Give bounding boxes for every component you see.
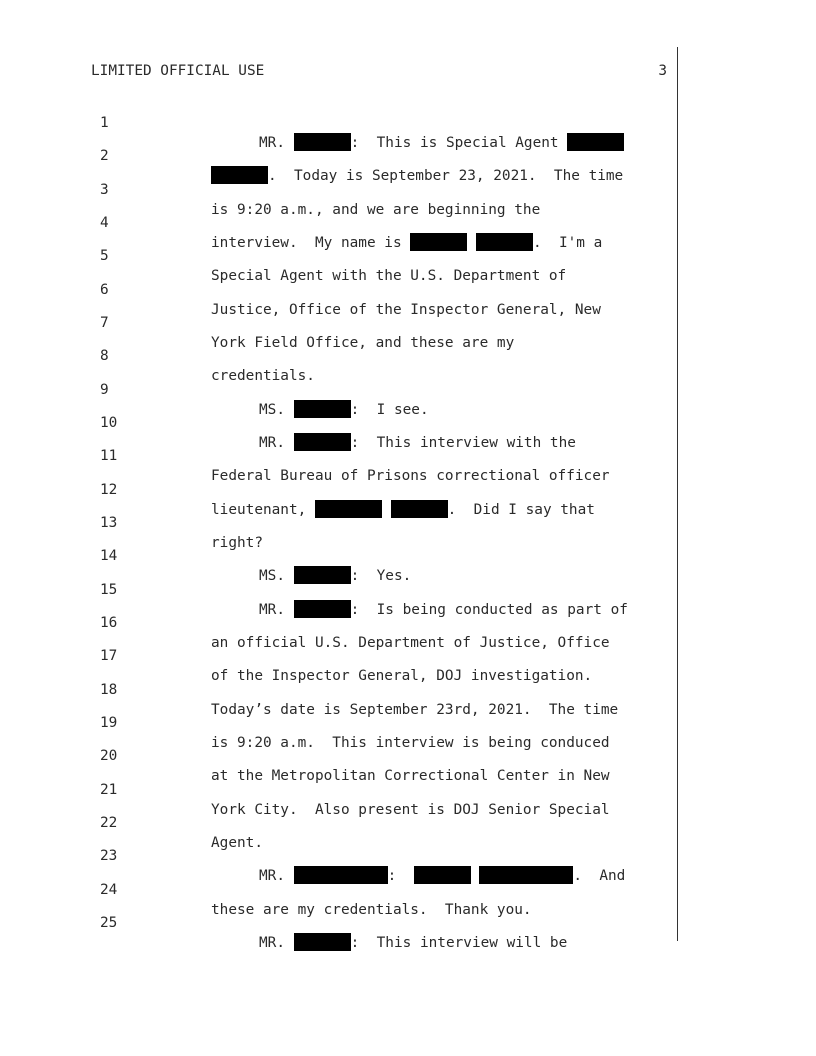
line-text: Special Agent with the U.S. Department of	[211, 268, 567, 284]
line-text: MR. : This interview with the	[259, 435, 576, 451]
redaction-box	[294, 933, 351, 951]
line-text: lieutenant, . Did I say that	[211, 502, 595, 518]
redaction-box	[410, 233, 467, 251]
line-number: 6	[100, 282, 109, 298]
line-text: Today’s date is September 23rd, 2021. The time	[211, 702, 619, 718]
classification-marking: LIMITED OFFICIAL USE	[91, 63, 265, 79]
line-number: 25	[100, 915, 118, 931]
line-text: of the Inspector General, DOJ investigation.	[211, 668, 593, 684]
line-text: MR. : . And	[259, 868, 626, 884]
line-number: 15	[100, 582, 118, 598]
redaction-box	[294, 866, 388, 884]
line-number: 21	[100, 782, 118, 798]
line-text: Federal Bureau of Prisons correctional officer	[211, 468, 610, 484]
line-number: 10	[100, 415, 118, 431]
line-text: interview. My name is . I'm a	[211, 235, 603, 251]
line-number: 1	[100, 115, 109, 131]
line-number: 17	[100, 648, 118, 664]
line-number: 19	[100, 715, 118, 731]
line-number: 13	[100, 515, 118, 531]
line-text: Justice, Office of the Inspector General, New	[211, 302, 601, 318]
page-header	[91, 61, 667, 81]
redaction-box	[294, 133, 351, 151]
line-number: 4	[100, 215, 109, 231]
transcript-line-1	[0, 93, 568, 151]
line-number: 3	[100, 182, 109, 198]
transcript-line-8	[0, 326, 315, 384]
redaction-box	[414, 866, 471, 884]
line-text: York Field Office, and these are my	[211, 335, 515, 351]
line-text: Agent.	[211, 835, 263, 851]
redaction-box	[294, 566, 351, 584]
page-number: 3	[658, 63, 667, 79]
line-number: 22	[100, 815, 118, 831]
redaction-box	[294, 433, 351, 451]
line-number: 2	[100, 148, 109, 164]
redaction-box	[567, 133, 624, 151]
transcript-line-22	[0, 793, 263, 851]
line-number: 24	[100, 882, 118, 898]
redaction-box	[391, 500, 448, 518]
redaction-box	[315, 500, 382, 518]
line-number: 8	[100, 348, 109, 364]
line-text: MR. : Is being conducted as part of	[259, 602, 628, 618]
line-text: . Today is September 23, 2021. The time	[211, 166, 623, 186]
line-number: 7	[100, 315, 109, 331]
line-text: York City. Also present is DOJ Senior Special	[211, 802, 610, 818]
line-number: 9	[100, 382, 109, 398]
line-text: these are my credentials. Thank you.	[211, 902, 532, 918]
redaction-box	[211, 166, 268, 184]
redaction-box	[476, 233, 533, 251]
right-margin-rule	[677, 47, 678, 941]
redaction-box	[294, 400, 351, 418]
line-number: 16	[100, 615, 118, 631]
line-text: MR. : This interview will be	[259, 935, 568, 951]
redaction-box	[294, 600, 351, 618]
line-number: 11	[100, 448, 118, 464]
line-text: credentials.	[211, 368, 315, 384]
line-number: 23	[100, 848, 118, 864]
line-text: right?	[211, 535, 263, 551]
transcript-line-13	[0, 493, 263, 551]
line-number: 5	[100, 248, 109, 264]
line-text: is 9:20 a.m., and we are beginning the	[211, 202, 541, 218]
line-text: MS. : Yes.	[259, 568, 412, 584]
line-number: 12	[100, 482, 118, 498]
line-number: 14	[100, 548, 118, 564]
line-text: MS. : I see.	[259, 402, 429, 418]
line-number: 20	[100, 748, 118, 764]
line-text: at the Metropolitan Correctional Center in New	[211, 768, 610, 784]
line-text: is 9:20 a.m. This interview is being conduced	[211, 735, 610, 751]
line-number: 18	[100, 682, 118, 698]
redaction-box	[479, 866, 573, 884]
line-text: MR. : This is Special Agent	[259, 133, 624, 153]
line-text: an official U.S. Department of Justice, Office	[211, 635, 610, 651]
